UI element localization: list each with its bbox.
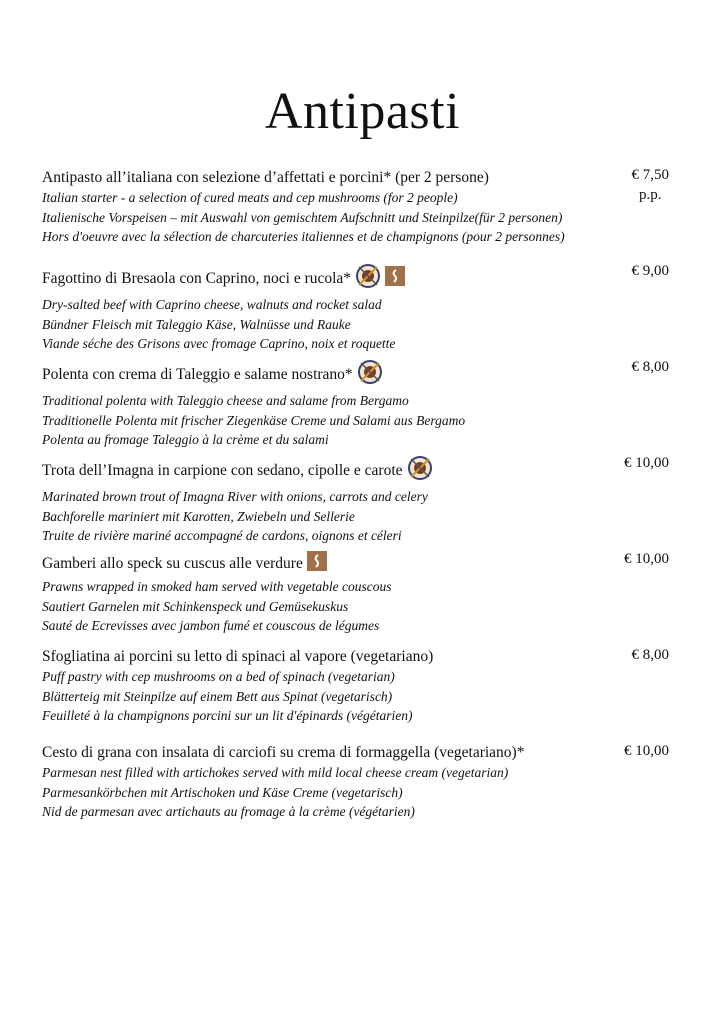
dish-english: Traditional polenta with Taleggio cheese and salame from Bergamo [42, 393, 409, 408]
specialty-badge-icon [385, 266, 405, 292]
dish-french: Feuilleté à la champignons porcini sur un lit d'épinards (végétarien) [42, 708, 413, 723]
dish-french: Nid de parmesan avec artichauts au fromage à la crème (végétarien) [42, 804, 415, 819]
dish-name: Polenta con crema di Taleggio e salame nostrano* [42, 366, 353, 383]
dish-price: € 8,00 [631, 647, 669, 663]
local-product-seal-icon [357, 359, 383, 391]
menu-item [42, 551, 692, 636]
dish-name-row [42, 263, 692, 295]
dish-german: Italienische Vorspeisen – mit Auswahl von gemischtem Aufschnitt und Steinpilze(für 2 personen) [42, 209, 563, 225]
specialty-badge-icon [307, 551, 327, 577]
dish-english: Puff pastry with cep mushrooms on a bed of spinach (vegetarian) [42, 669, 395, 684]
local-product-seal-icon [407, 455, 433, 487]
page-title: Antipasti [264, 83, 461, 140]
local-product-seal-icon [355, 263, 381, 295]
menu-item [42, 743, 692, 822]
dish-name: Cesto di grana con insalata di carciofi su crema di formaggella (vegetariano)* [42, 744, 525, 761]
menu-item [42, 263, 692, 354]
dish-german: Traditionelle Polenta mit frischer Ziegenkäse Creme und Salami aus Bergamo [42, 412, 466, 428]
menu-item [42, 168, 692, 247]
price-note: p.p. [639, 187, 662, 203]
menu-item [42, 647, 692, 726]
dish-french: Polenta au fromage Taleggio à la crème et du salami [42, 432, 329, 447]
dish-price [632, 165, 670, 205]
dish-english: Italian starter - a selection of cured meats and cep mushrooms (for 2 people) [42, 190, 458, 205]
dish-french: Truite de rivière mariné accompagné de cardons, oignons et céleri [42, 528, 402, 543]
dish-french: Sauté de Ecrevisses avec jambon fumé et couscous de légumes [42, 618, 380, 633]
dish-name: Trota dell’Imagna in carpione con sedano, cipolle e carote [42, 462, 403, 479]
dish-name: Antipasto all’italiana con selezione d’affettati e porcini* (per 2 persone) [42, 169, 489, 186]
dish-price: € 10,00 [624, 455, 669, 471]
dish-name-row [42, 455, 692, 487]
dish-name-row [42, 359, 692, 391]
dish-price: € 9,00 [631, 263, 669, 279]
dish-english: Parmesan nest filled with artichokes served with mild local cheese cream (vegetarian) [42, 765, 509, 780]
dish-english: Marinated brown trout of Imagna River with onions, carrots and celery [42, 489, 428, 504]
dish-german: Bachforelle mariniert mit Karotten, Zwiebeln und Sellerie [42, 508, 355, 524]
dish-german: Bündner Fleisch mit Taleggio Käse, Walnüsse und Rauke [42, 316, 351, 332]
dish-price: € 10,00 [624, 551, 669, 567]
dish-german: Blätterteig mit Steinpilze auf einem Bett aus Spinat (vegetarisch) [42, 688, 393, 704]
dish-french: Viande séche des Grisons avec fromage Caprino, noix et roquette [42, 336, 396, 351]
menu-item [42, 359, 692, 450]
dish-english: Dry-salted beef with Caprino cheese, walnuts and rocket salad [42, 297, 382, 312]
dish-german: Parmesankörbchen mit Artischoken und Käse Creme (vegetarisch) [42, 784, 403, 800]
price-value: € 7,50 [631, 167, 669, 183]
dish-price: € 10,00 [624, 743, 669, 759]
dish-german: Sautiert Garnelen mit Schinkenspeck und Gemüsekuskus [42, 598, 349, 614]
dish-english: Prawns wrapped in smoked ham served with vegetable couscous [42, 579, 392, 594]
dish-name: Fagottino di Bresaola con Caprino, noci e rucola* [42, 270, 352, 287]
dish-price: € 8,00 [631, 359, 669, 375]
dish-name: Gamberi allo speck su cuscus alle verdure [42, 555, 303, 572]
dish-name: Sfogliatina ai porcini su letto di spinaci al vapore (vegetariano) [42, 648, 434, 665]
menu-item [42, 455, 692, 546]
dish-name-row [42, 551, 692, 577]
dish-french: Hors d'oeuvre avec la sélection de charcuteries italiennes et de champignons (pour 2 personnes) [42, 229, 565, 244]
